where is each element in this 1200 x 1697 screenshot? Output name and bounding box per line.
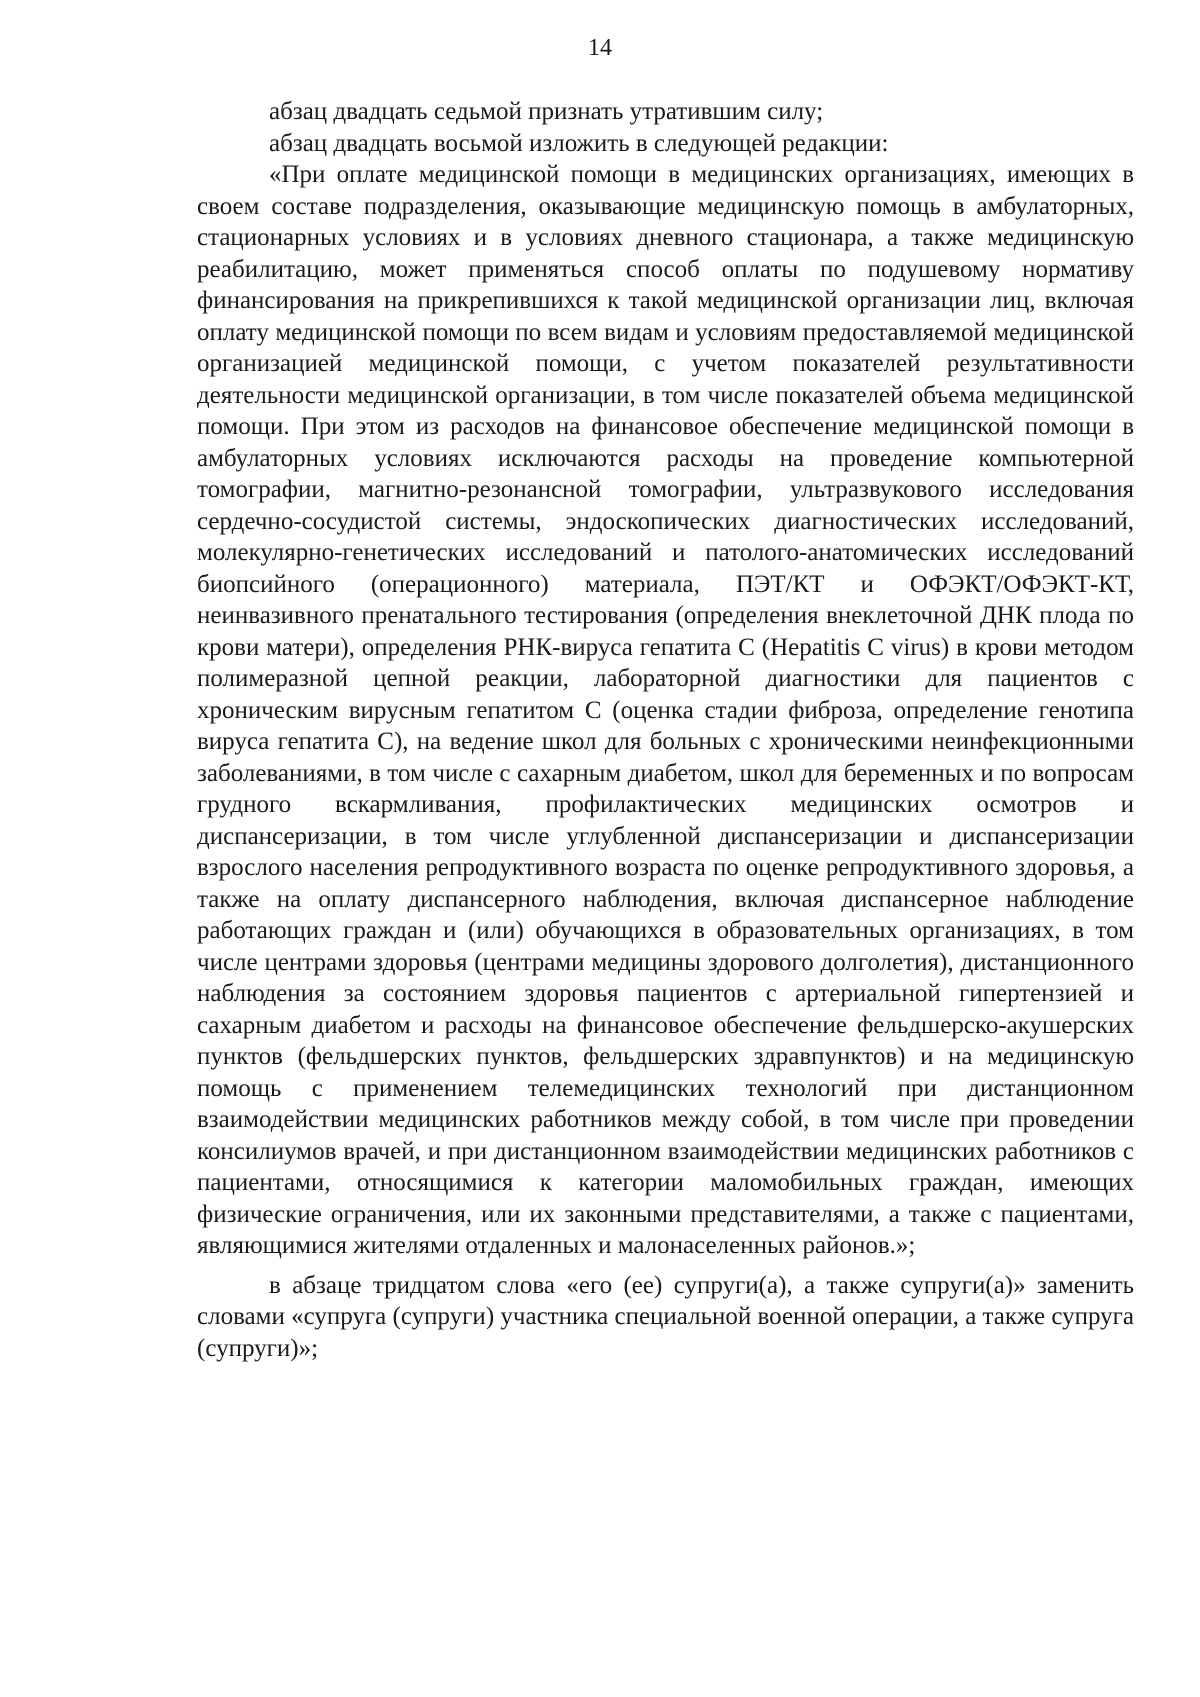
document-body: [197, 96, 1134, 1364]
paragraph-replace-words: в абзаце тридцатом слова «его (ее) супруги(а), а также супруги(а)» заменить словами «супруга (супруги) участника специальной военной операции, а также супруга (супруги)»;: [197, 1271, 1134, 1362]
page-number: 14: [588, 35, 612, 61]
paragraph-amend-intro: абзац двадцать восьмой изложить в следующей редакции:: [269, 129, 889, 157]
paragraph-repeal: абзац двадцать седьмой признать утратившим силу;: [269, 98, 824, 125]
paragraph-new-wording: «При оплате медицинской помощи в медицинских организациях, имеющих в своем составе подразделения, оказывающие медицинскую помощь в амбулаторных, стационарных условиях и в условиях дневного стационара, а также медицинскую реабилитацию, может применяться способ оплаты по подушевому нормативу финансирования на прикрепившихся к такой медицинской организации лиц, включая оплату медицинской помощи по всем видам и условиям предоставляемой медицинской организацией медицинской помощи, с учетом показателей результативности деятельности медицинской организации, в том числе показателей объема медицинской помощи. При этом из расходов на финансовое обеспечение медицинской помощи в амбулаторных условиях исключаются расходы на проведение компьютерной томографии, магнитно-резонансной томографии, ультразвукового исследования сердечно-сосудистой системы, эндоскопических диагностических исследований, молекулярно-генетических исследований и патолого-анатомических исследований биопсийного (операционного) материала, ПЭТ/КТ и ОФЭКТ/ОФЭКТ-КТ, неинвазивного пренатального тестирования (определения внеклеточной ДНК плода по крови матери), определения РНК-вируса гепатита С (Hepatitis C virus) в крови методом полимеразной цепной реакции, лабораторной диагностики для пациентов с хроническим вирусным гепатитом С (оценка стадии фиброза, определение генотипа вируса гепатита С), на ведение школ для больных с хроническими неинфекционными заболеваниями, в том числе с сахарным диабетом, школ для беременных и по вопросам грудного вскармливания, профилактических медицинских осмотров и диспансеризации, в том числе углубленной диспансеризации и диспансеризации взрослого населения репродуктивного возраста по оценке репродуктивного здоровья, а также на оплату диспансерного наблюдения, включая диспансерное наблюдение работающих граждан и (или) обучающихся в образовательных организациях, в том числе центрами здоровья (центрами медицины здорового долголетия), дистанционного наблюдения за состоянием здоровья пациентов с артериальной гипертензией и сахарным диабетом и расходы на финансовое обеспечение фельдшерско-акушерских пунктов (фельдшерских пунктов, фельдшерских здравпунктов) и на медицинскую помощь с применением телемедицинских технологий при дистанционном взаимодействии медицинских работников между собой, в том числе при проведении консилиумов врачей, и при дистанционном взаимодействии медицинских работников с пациентами, относящимися к категории маломобильных граждан, имеющих физические ограничения, или их законными представителями, а также с пациентами, являющимися жителями отдаленных и малонаселенных районов.»;: [197, 161, 1134, 1259]
